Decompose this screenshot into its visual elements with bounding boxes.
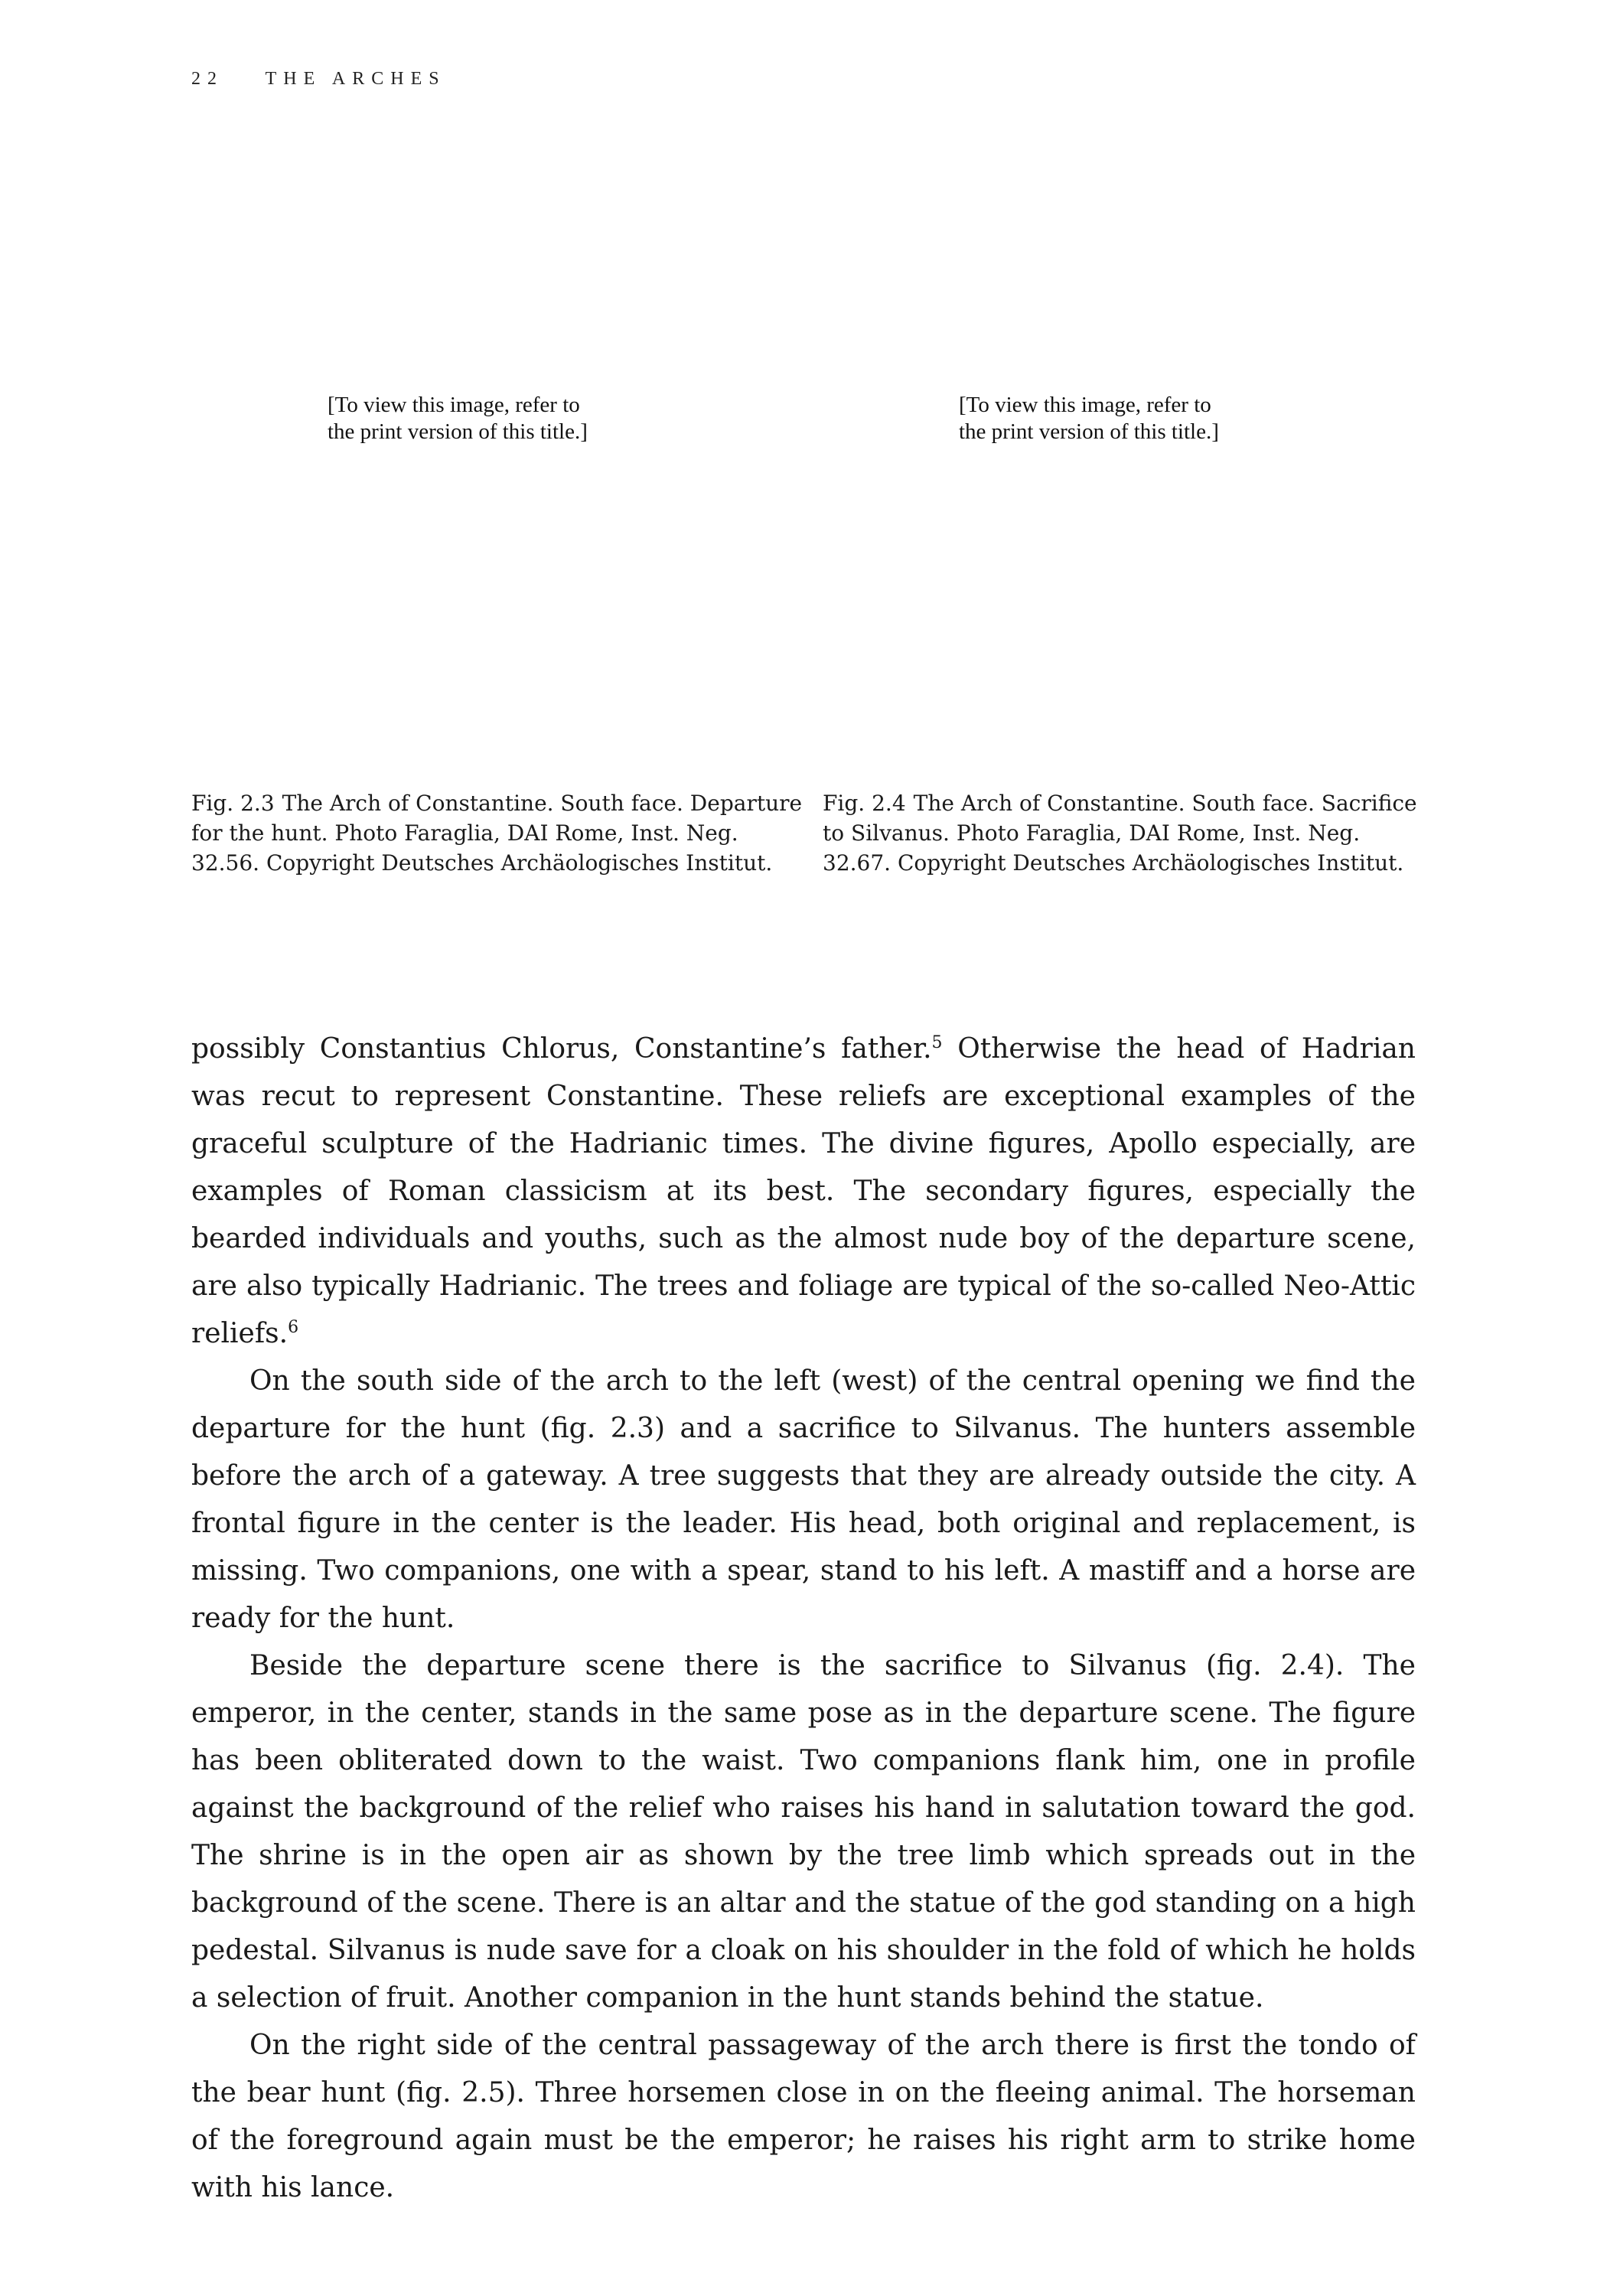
figure-2-3-placeholder — [328, 392, 710, 445]
footnote-ref-5[interactable]: 5 — [931, 1033, 943, 1052]
page-number: 22 — [191, 69, 223, 89]
paragraph: On the south side of the arch to the left (west) of the central opening we find the departure for the hunt (fig. 2.3) and a sacrifice to Silvanus. The hunters assemble before the arch of a gateway. A tree suggests that they are already outside the city. A frontal figure in the center is the leader. His head, both original and replacement, is missing. Two companions, one with a spear, stand to his left. A mastiff and a horse are ready for the hunt. — [191, 1365, 1416, 1634]
placeholder-line: the print version of this title.] — [959, 419, 1219, 444]
caption-text: The Arch of Constantine. South face. Departure for the hunt. Photo Faraglia, DAI Rome, Inst. Neg. 32.56. Copyright Deutsches Archäologisches Institut. — [191, 791, 803, 876]
footnote-ref-6[interactable]: 6 — [288, 1318, 299, 1337]
paragraph — [191, 1026, 1416, 1358]
paragraph: Beside the departure scene there is the sacrifice to Silvanus (fig. 2.4). The emperor, in the center, stands in the same pose as in the departure scene. The figure has been obliterated down to the waist. Two companions flank him, one in profile against the background of the relief who raises his hand in salutation toward the god. The shrine is in the open air as shown by the tree limb which spreads out in the background of the scene. There is an altar and the statue of the god standing on a high pedestal. Silvanus is nude save for a cloak on his shoulder in the fold of which he holds a selection of fruit. Another companion in the hunt stands behind the statue. — [191, 1650, 1416, 2014]
placeholder-line: the print version of this title.] — [328, 419, 588, 444]
paragraph-text: possibly Constantius Chlorus, Constantine’s father. — [191, 1033, 932, 1065]
placeholder-line: [To view this image, refer to — [328, 393, 580, 417]
paragraph: On the right side of the central passageway of the arch there is first the tondo of the bear hunt (fig. 2.5). Three horsemen close in on the fleeing animal. The horseman of the foreground again must be the emperor; he raises his right arm to strike home with his lance. — [191, 2030, 1416, 2203]
caption-text: The Arch of Constantine. South face. Sacrifice to Silvanus. Photo Faraglia, DAI Rome, Inst. Neg. 32.67. Copyright Deutsches Archäologisches Institut. — [823, 791, 1417, 876]
paragraph-text: Otherwise the head of Hadrian was recut to represent Constantine. These reliefs are exceptional examples of the graceful sculpture of the Hadrianic times. The divine figures, Apollo especially, are examples of Roman classicism at its best. The secondary figures, especially the bearded individuals and youths, such as the almost nude boy of the departure scene, are also typically Hadrianic. The trees and foliage are typical of the so-called Neo-Attic reliefs. — [191, 1033, 1416, 1349]
placeholder-line: [To view this image, refer to — [959, 393, 1211, 417]
running-head — [191, 69, 446, 90]
running-title: THE ARCHES — [265, 69, 446, 89]
body-text — [191, 1026, 1416, 2212]
figure-label: Fig. 2.4 — [823, 791, 906, 816]
figure-2-4-caption — [823, 788, 1420, 878]
figure-label: Fig. 2.3 — [191, 791, 275, 816]
figure-2-4-placeholder — [959, 392, 1341, 445]
figure-2-3-caption — [191, 788, 804, 878]
